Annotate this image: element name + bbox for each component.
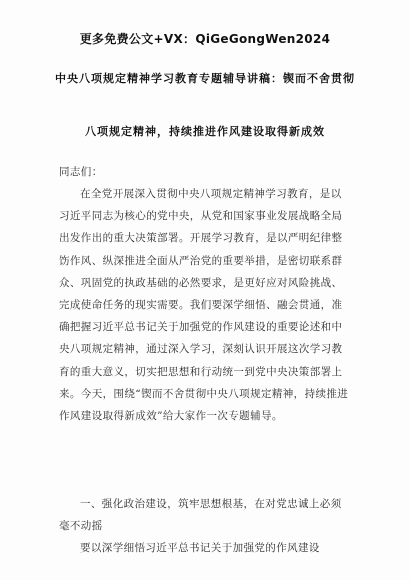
body-paragraph: 在全党开展深入贯彻中央八项规定精神学习教育，是以习近平同志为核心的党中央，从党和国家事业发展战略全局出发作出的重大决策部署。开展学习教育，是以严明纪律整饬作风、纵深推进全面从严治党的重要举措，是密切联系群众、巩固党的执政基础的必然要求，是更好应对风险挑战、完成使命任务的现实需要。我们要深学细悟、融会贯通，准确把握习近平总书记关于加强党的作风建设的重要论述和中央八项规定精神，通过深入学习，深刻认识开展这次学习教育的重大意义，切实把思想和行动统一到党中央决策部署上来。今天，围绕“锲而不舍贯彻中央八项规定精神，持续推进作风建设取得新成效”给大家作一次专题辅导。 — [59, 188, 349, 423]
promo-header: 更多免费公文+VX：QiGeGongWen2024 — [79, 32, 331, 46]
section-heading: 一、强化政治建设，筑牢思想根基，在对党忠诚上必须毫不动摇 — [59, 498, 342, 533]
salutation: 同志们： — [59, 166, 103, 178]
body-paragraph: 要以深学细悟习近平总书记关于加强党的作风建设 — [80, 542, 320, 554]
document-title-line-1: 中央八项规定精神学习教育专题辅导讲稿：锲而不舍贯彻 — [55, 72, 355, 85]
document-title-line-2: 八项规定精神，持续推进作风建设取得新成效 — [85, 125, 325, 138]
